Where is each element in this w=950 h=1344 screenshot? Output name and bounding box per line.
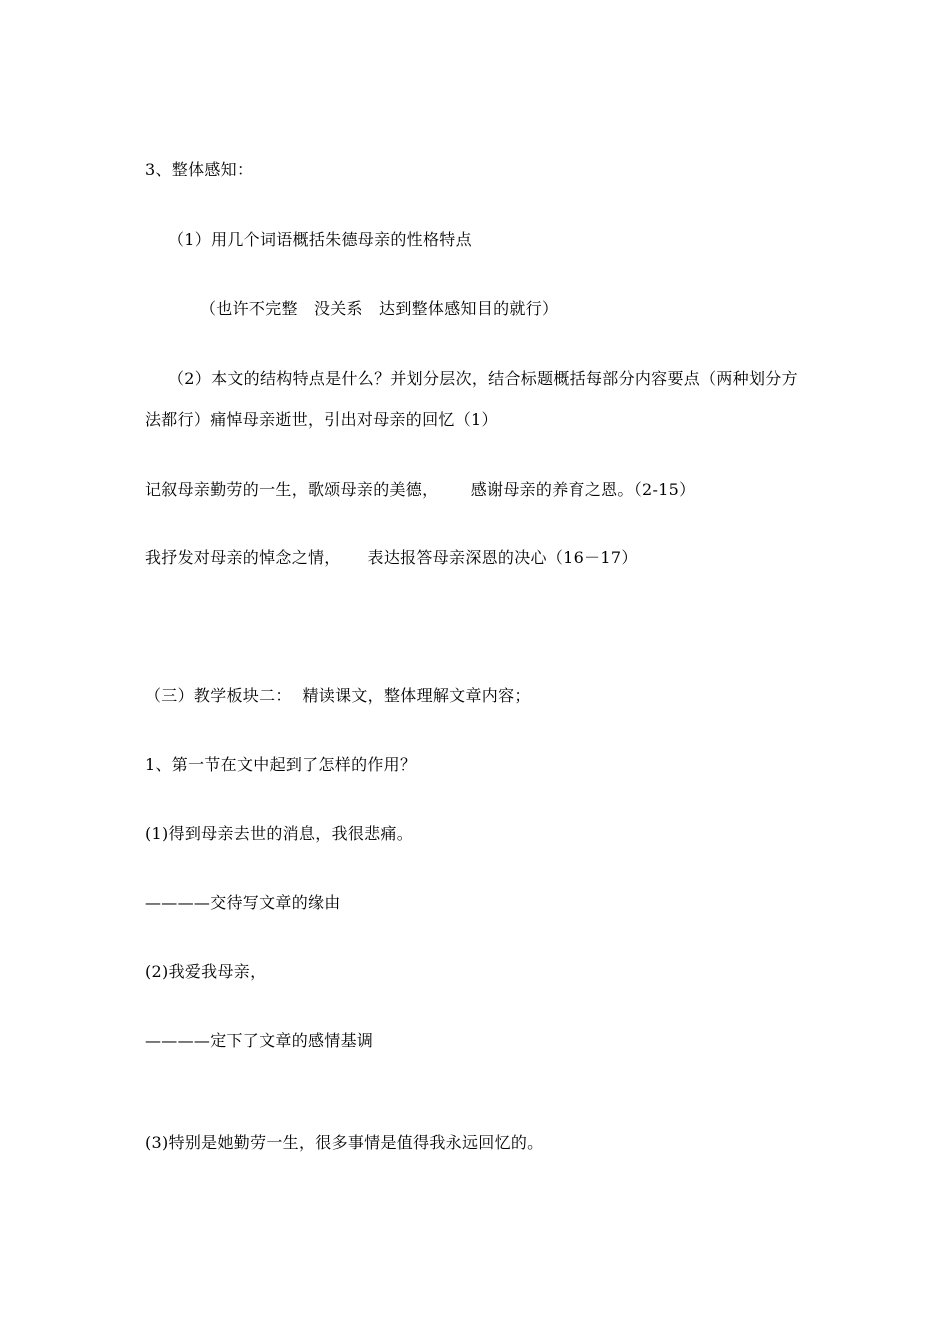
question-2: （2）本文的结构特点是什么？并划分层次，结合标题概括每部分内容要点（两种划分方 bbox=[168, 369, 798, 388]
point-1: (1)得到母亲去世的消息，我很悲痛。 bbox=[145, 824, 414, 843]
point-2-explanation: ————定下了文章的感情基调 bbox=[145, 1031, 374, 1050]
point-2: (2)我爱我母亲， bbox=[145, 962, 267, 981]
point-3: (3)特别是她勤劳一生，很多事情是值得我永远回忆的。 bbox=[145, 1133, 544, 1152]
question-1: （1）用几个词语概括朱德母亲的性格特点 bbox=[168, 230, 472, 249]
part-two-summary: 记叙母亲勤劳的一生，歌颂母亲的美德， 感谢母亲的养育之恩。（2-15） bbox=[145, 480, 696, 499]
part-three-summary: 我抒发对母亲的悼念之情， 表达报答母亲深恩的决心（16－17） bbox=[145, 548, 638, 567]
point-1-explanation: ————交待写文章的缘由 bbox=[145, 893, 341, 912]
question-2-continued: 法都行）痛悼母亲逝世，引出对母亲的回忆（1） bbox=[145, 410, 498, 429]
section-heading-overall-perception: 3、整体感知： bbox=[145, 160, 254, 179]
note-text: （也许不完整 没关系 达到整体感知目的就行） bbox=[200, 299, 559, 318]
section-heading-teaching-block-two: （三）教学板块二： 精读课文，整体理解文章内容； bbox=[145, 686, 531, 705]
question-first-section-role: 1、第一节在文中起到了怎样的作用？ bbox=[145, 755, 417, 774]
